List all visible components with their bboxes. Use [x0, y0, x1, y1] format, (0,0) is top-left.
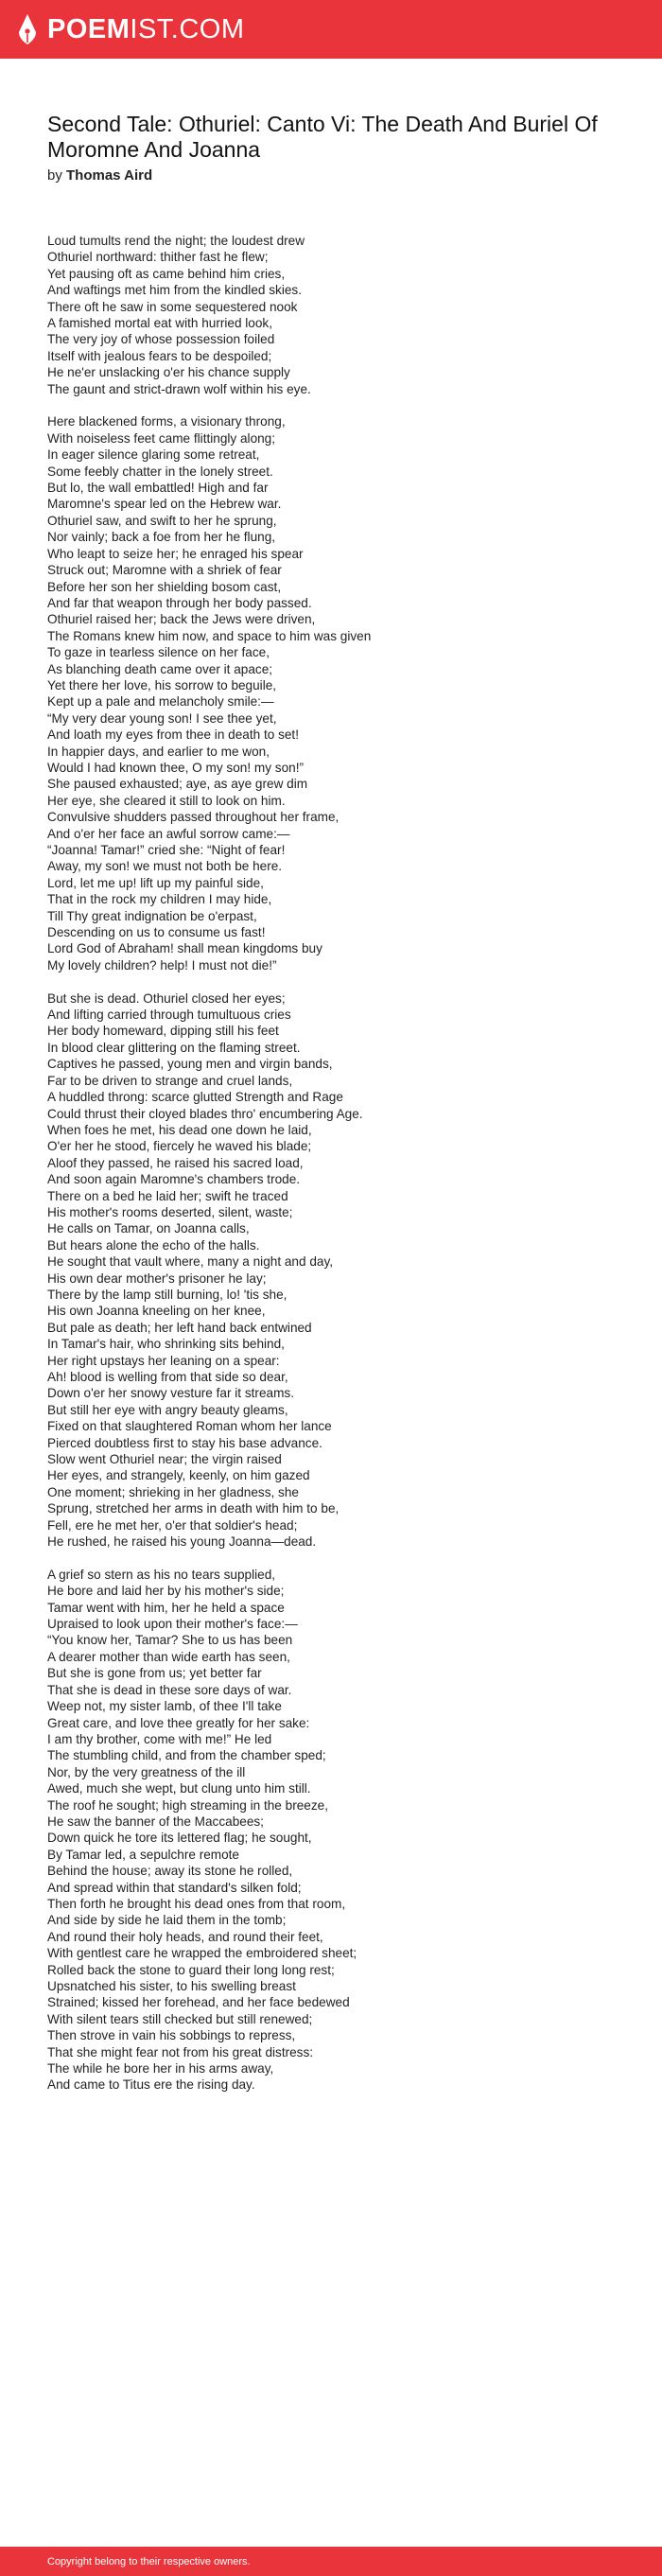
poem-line: A huddled throng: scarce glutted Strength and Rage — [47, 1090, 343, 1105]
poem-line: But still her eye with angry beauty gleams, — [47, 1402, 288, 1417]
poem-line: And far that weapon through her body passed. — [47, 595, 312, 610]
poem-byline — [47, 167, 615, 184]
poem-line: But she is gone from us; yet better far — [47, 1666, 262, 1681]
poem-line: Would I had known thee, O my son! my son!” — [47, 760, 304, 775]
poem-line: Othuriel northward: thither fast he flew; — [47, 250, 269, 265]
poem-line: One moment; shrieking in her gladness, she — [47, 1484, 299, 1499]
poem-line: Strained; kissed her forehead, and her face bedewed — [47, 1995, 350, 2010]
site-logo[interactable]: POEMIST.COM — [47, 13, 245, 44]
by-label: by — [47, 167, 62, 184]
poem-stanza — [47, 1567, 615, 2094]
poem-line: Down o'er her snowy vesture far it streams. — [47, 1386, 294, 1401]
author-link[interactable]: Thomas Aird — [66, 167, 153, 184]
poem-line: Loud tumults rend the night; the loudest drew — [47, 234, 305, 248]
poem-line: Yet there her love, his sorrow to beguile, — [47, 677, 277, 692]
poem-line: Far to be driven to strange and cruel lands, — [47, 1073, 293, 1088]
poem-line: And side by side he laid them in the tomb; — [47, 1913, 287, 1928]
copyright-text: Copyright belong to their respective owners. — [47, 2555, 251, 2567]
poem-line: With silent tears still checked but still renewed; — [47, 2011, 313, 2026]
poem-line: And loath my eyes from thee in death to set! — [47, 727, 299, 743]
poem-line: Itself with jealous fears to be despoiled; — [47, 348, 272, 363]
poem-line: Who leapt to seize her; he enraged his spear — [47, 546, 304, 561]
poem-line: Then strove in vain his sobbings to repress, — [47, 2028, 296, 2043]
poem-line: And spread within that standard's silken fold; — [47, 1880, 302, 1895]
poem-line: There oft he saw in some sequestered nook — [47, 299, 298, 314]
poem-line: In Tamar's hair, who shrinking sits behind, — [47, 1337, 285, 1352]
poem-line: Aloof they passed, he raised his sacred load, — [47, 1155, 304, 1170]
poem-line: In happier days, and earlier to me won, — [47, 744, 270, 759]
poem-line: Before her son her shielding bosom cast, — [47, 579, 282, 594]
poem-line: When foes he met, his dead one down he laid, — [47, 1122, 312, 1137]
poem-line: Lord, let me up! lift up my painful side, — [47, 875, 264, 890]
poem-line: Lord God of Abraham! shall mean kingdoms buy — [47, 941, 322, 956]
poem-line: Her body homeward, dipping still his feet — [47, 1024, 279, 1039]
poem-line: Tamar went with him, her he held a space — [47, 1600, 285, 1615]
poem-line: Othuriel raised her; back the Jews were driven, — [47, 612, 316, 627]
poem-line: He rushed, he raised his young Joanna—dead. — [47, 1534, 317, 1550]
poem-line: Ah! blood is welling from that side so dear, — [47, 1370, 288, 1384]
poem-line: His own dear mother's prisoner he lay; — [47, 1270, 267, 1286]
poem-line: In blood clear glittering on the flaming street. — [47, 1040, 301, 1055]
poem-line: And soon again Maromne's chambers trode. — [47, 1172, 301, 1187]
poem-line: And o'er her face an awful sorrow came:— — [47, 826, 290, 841]
poem-line: Nor, by the very greatness of the ill — [47, 1764, 246, 1779]
poem-line: Maromne's spear led on the Hebrew war. — [47, 497, 282, 512]
poem-line: He sought that vault where, many a night and day, — [47, 1254, 334, 1270]
poem-line: He calls on Tamar, on Joanna calls, — [47, 1221, 250, 1236]
poem-stanza — [47, 413, 615, 973]
poem-line: Some feebly chatter in the lonely street. — [47, 464, 273, 479]
poem-line: I am thy brother, come with me!” He led — [47, 1731, 272, 1746]
poem-line: A grief so stern as his no tears supplied, — [47, 1567, 276, 1582]
poem-line: He bore and laid her by his mother's side; — [47, 1584, 285, 1599]
poem-line: He ne'er unslacking o'er his chance supply — [47, 365, 290, 380]
poem-line: By Tamar led, a sepulchre remote — [47, 1847, 239, 1862]
poem-stanza — [47, 233, 615, 397]
poem-line: Behind the house; away its stone he rolled, — [47, 1864, 293, 1879]
poem-line: She paused exhausted; aye, as aye grew dim — [47, 777, 308, 792]
poem-line: Sprung, stretched her arms in death with him to be, — [47, 1501, 340, 1516]
poem-line: Her eye, she cleared it still to look on him. — [47, 793, 286, 808]
poem-line: “Joanna! Tamar!” cried she: “Night of fear! — [47, 843, 286, 858]
poem-line: That she is dead in these sore days of war. — [47, 1682, 292, 1697]
poem-line: Othuriel saw, and swift to her he sprung, — [47, 513, 277, 528]
poem-line: The roof he sought; high streaming in the breeze, — [47, 1797, 328, 1813]
poem-line: Fell, ere he met her, o'er that soldier's head; — [47, 1517, 298, 1533]
poem-content — [47, 112, 615, 2110]
poem-line: Yet pausing oft as came behind him cries, — [47, 266, 286, 281]
poem-line: The gaunt and strict-drawn wolf within his eye. — [47, 381, 311, 396]
poem-line: The Romans knew him now, and space to him was given — [47, 628, 372, 643]
poem-line: And round their holy heads, and round their feet, — [47, 1929, 323, 1944]
poemist-logo-icon[interactable] — [15, 12, 40, 46]
poem-line: His mother's rooms deserted, silent, waste; — [47, 1204, 293, 1219]
poem-line: My lovely children? help! I must not die!” — [47, 957, 277, 973]
poem-line: There by the lamp still burning, lo! 'tis she, — [47, 1287, 287, 1302]
poem-line: “You know her, Tamar? She to us has been — [47, 1633, 293, 1648]
poem-line: A famished mortal eat with hurried look, — [47, 316, 273, 331]
poem-line: Her eyes, and strangely, keenly, on him gazed — [47, 1468, 310, 1483]
poem-line: Awed, much she wept, but clung unto him still. — [47, 1781, 311, 1796]
poem-line: His own Joanna kneeling on her knee, — [47, 1304, 266, 1319]
poem-line: Weep not, my sister lamb, of thee I'll take — [47, 1699, 282, 1714]
poem-line: Then forth he brought his dead ones from that room, — [47, 1896, 346, 1911]
poem-line: Her right upstays her leaning on a spear: — [47, 1353, 280, 1368]
poem-line: But she is dead. Othuriel closed her eyes; — [47, 990, 286, 1006]
poem-line: He saw the banner of the Maccabees; — [47, 1814, 264, 1829]
poem-line: Descending on us to consume us fast! — [47, 925, 266, 940]
poem-line: Great care, and love thee greatly for her sake: — [47, 1715, 310, 1730]
poem-line: Down quick he tore its lettered flag; he sought, — [47, 1831, 312, 1846]
poem-line: Away, my son! we must not both be here. — [47, 859, 283, 874]
poem-line: O'er her he stood, fiercely he waved his blade; — [47, 1139, 312, 1154]
poem-line: Struck out; Maromne with a shriek of fear — [47, 563, 282, 578]
poem-line: But lo, the wall embattled! High and far — [47, 481, 269, 496]
poem-line: Rolled back the stone to guard their long long rest; — [47, 1962, 335, 1977]
poem-body — [47, 233, 615, 2094]
poem-line: Convulsive shudders passed throughout her frame, — [47, 810, 340, 825]
poem-line: Upraised to look upon their mother's face:— — [47, 1617, 298, 1632]
site-header — [0, 0, 662, 59]
poem-line: There on a bed he laid her; swift he traced — [47, 1188, 288, 1203]
poem-line: The very joy of whose possession foiled — [47, 332, 275, 347]
poem-line: Upsnatched his sister, to his swelling breast — [47, 1979, 296, 1994]
poem-line: Fixed on that slaughtered Roman whom her lance — [47, 1419, 332, 1434]
poem-line: That she might fear not from his great distress: — [47, 2044, 314, 2059]
poem-line: Till Thy great indignation be o'erpast, — [47, 908, 257, 923]
poem-stanza — [47, 990, 615, 1551]
poem-line: To gaze in tearless silence on her face, — [47, 645, 270, 660]
poem-line: But hears alone the echo of the halls. — [47, 1237, 260, 1253]
poem-line: A dearer mother than wide earth has seen, — [47, 1649, 290, 1664]
poem-line: Could thrust their cloyed blades thro' encumbering Age. — [47, 1106, 363, 1121]
site-footer — [0, 2547, 662, 2576]
poem-line: Kept up a pale and melancholy smile:— — [47, 694, 274, 710]
poem-line: And lifting carried through tumultuous cries — [47, 1008, 291, 1023]
poem-line: Here blackened forms, a visionary throng, — [47, 414, 286, 429]
poem-line: With gentlest care he wrapped the embroidered sheet; — [47, 1946, 357, 1961]
poem-line: That in the rock my children I may hide, — [47, 892, 272, 907]
poem-line: Slow went Othuriel near; the virgin raised — [47, 1452, 282, 1467]
poem-line: But pale as death; her left hand back entwined — [47, 1320, 312, 1335]
poem-title: Second Tale: Othuriel: Canto Vi: The Death And Buriel Of Moromne And Joanna — [47, 112, 598, 162]
poem-line: And came to Titus ere the rising day. — [47, 2077, 255, 2093]
poem-line: As blanching death came over it apace; — [47, 661, 273, 676]
poem-line: Pierced doubtless first to stay his base advance. — [47, 1435, 322, 1450]
poem-line: With noiseless feet came flittingly along; — [47, 430, 276, 446]
poem-line: The stumbling child, and from the chamber sped; — [47, 1748, 326, 1763]
poem-line: In eager silence glaring some retreat, — [47, 447, 260, 463]
poem-line: Captives he passed, young men and virgin bands, — [47, 1057, 333, 1072]
poem-line: And waftings met him from the kindled skies. — [47, 283, 302, 298]
poem-line: “My very dear young son! I see thee yet, — [47, 710, 277, 726]
poem-line: Nor vainly; back a foe from her he flung, — [47, 530, 276, 545]
poem-line: The while he bore her in his arms away, — [47, 2061, 274, 2077]
